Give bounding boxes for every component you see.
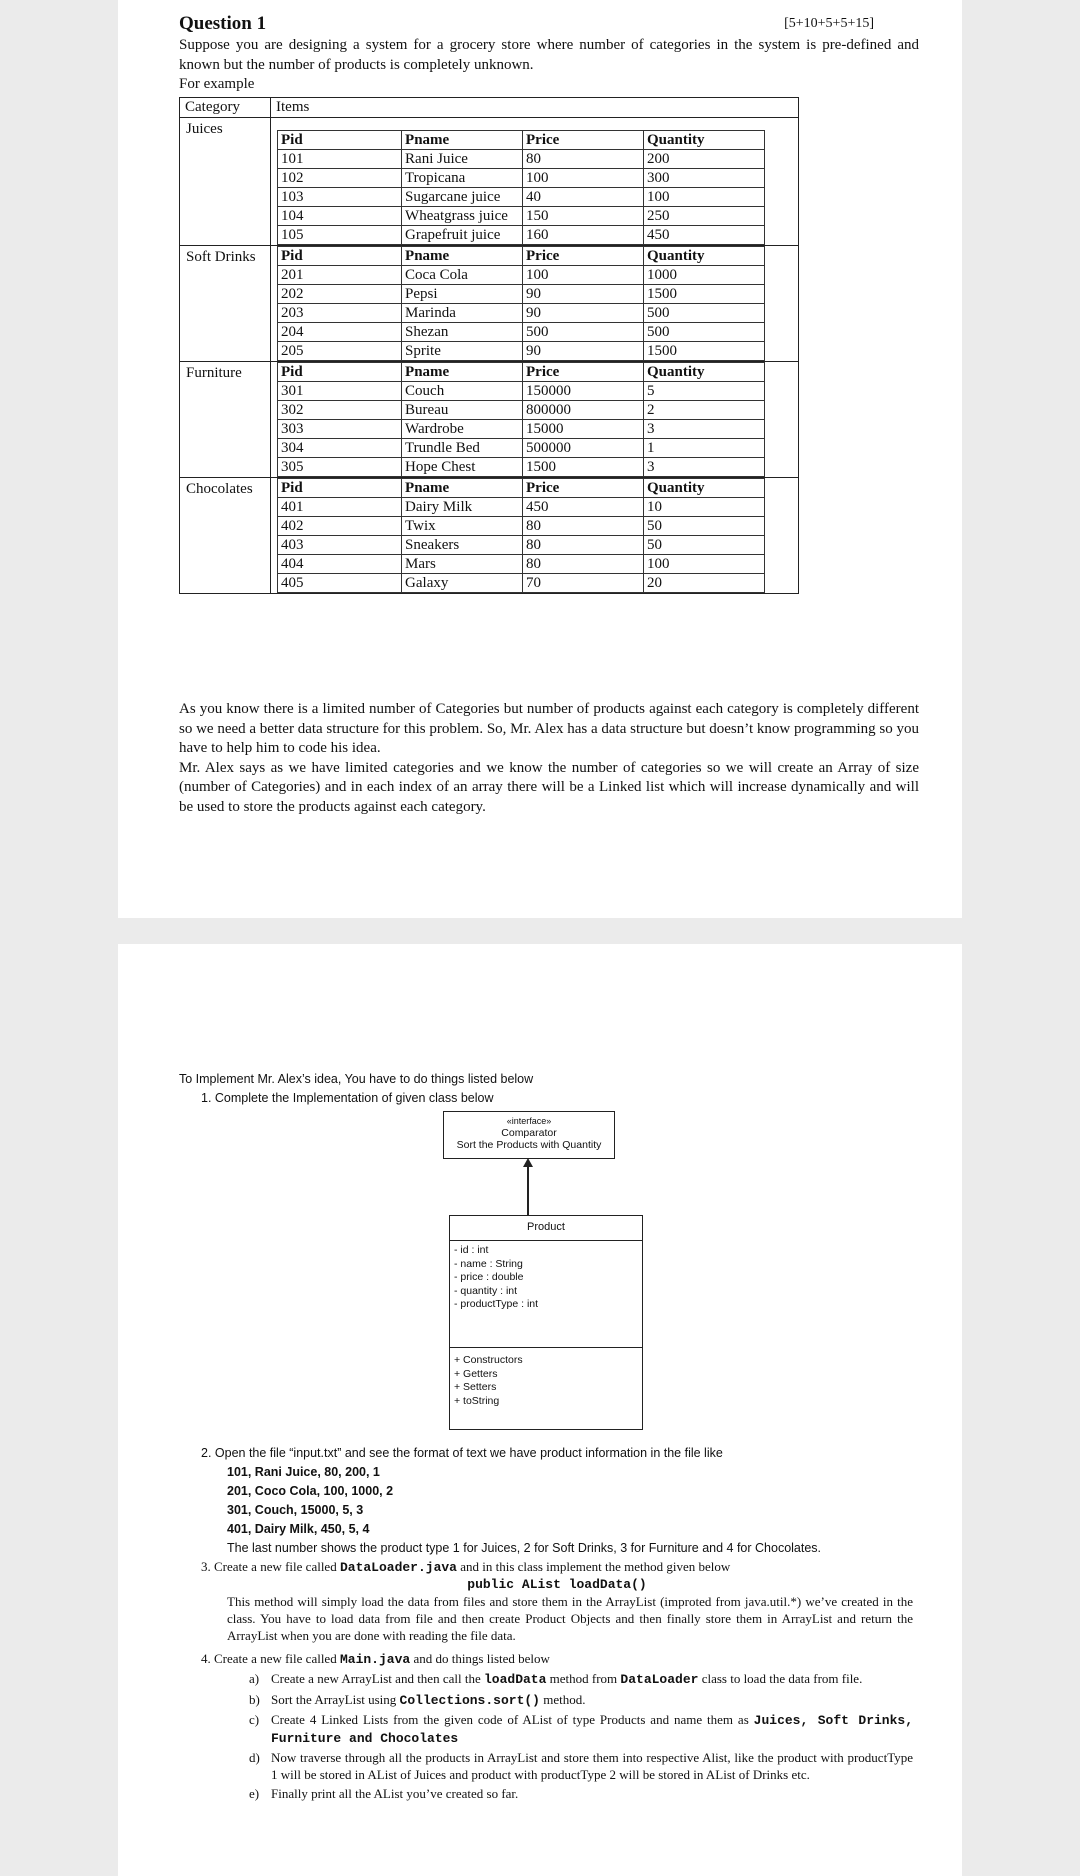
product-row bbox=[278, 401, 765, 420]
product-cell: 100 bbox=[523, 169, 644, 188]
product-cell: 1500 bbox=[644, 285, 765, 304]
collections-sort-code: Collections.sort() bbox=[399, 1693, 540, 1708]
products-header-cell: Quantity bbox=[644, 479, 765, 498]
step-4-text-b: and do things listed below bbox=[410, 1651, 550, 1666]
product-row bbox=[278, 226, 765, 245]
product-cell: 80 bbox=[523, 150, 644, 169]
substep-e bbox=[249, 1785, 913, 1802]
product-cell: 3 bbox=[644, 458, 765, 477]
inheritance-arrow-line bbox=[527, 1166, 529, 1215]
question-intro bbox=[179, 36, 919, 95]
product-cell: Grapefruit juice bbox=[402, 226, 523, 245]
products-header-cell: Pname bbox=[402, 247, 523, 266]
product-row bbox=[278, 188, 765, 207]
category-table-header bbox=[180, 98, 799, 118]
header-items: Items bbox=[271, 98, 799, 118]
product-cell: 500000 bbox=[523, 439, 644, 458]
product-cell: 90 bbox=[523, 285, 644, 304]
header-category: Category bbox=[180, 98, 271, 118]
product-cell: Coca Cola bbox=[402, 266, 523, 285]
product-cell: 401 bbox=[278, 498, 402, 517]
product-cell: 450 bbox=[644, 226, 765, 245]
product-cell: 404 bbox=[278, 555, 402, 574]
loaddata-code: loadData bbox=[483, 1672, 547, 1687]
product-cell: 90 bbox=[523, 304, 644, 323]
class-attribute: - productType : int bbox=[454, 1298, 539, 1310]
category-name: Soft Drinks bbox=[180, 246, 271, 362]
product-row bbox=[278, 382, 765, 401]
product-cell: Marinda bbox=[402, 304, 523, 323]
product-cell: 402 bbox=[278, 517, 402, 536]
substep-d-text: Now traverse through all the products in ArrayList and store them into respective Alist, like the product with productType 1 will be stored in AList of Juices and product with productType 2 will be stored in AList of Drinks etc. bbox=[271, 1750, 913, 1782]
product-cell: 304 bbox=[278, 439, 402, 458]
products-header-cell: Quantity bbox=[644, 247, 765, 266]
product-row bbox=[278, 285, 765, 304]
products-table bbox=[277, 478, 765, 593]
step-3-block bbox=[201, 1558, 913, 1644]
input-sample-line: 201, Coco Cola, 100, 1000, 2 bbox=[227, 1484, 394, 1498]
class-method: + toString bbox=[454, 1394, 500, 1407]
product-cell: Sneakers bbox=[402, 536, 523, 555]
class-attributes bbox=[450, 1241, 642, 1348]
product-cell: 203 bbox=[278, 304, 402, 323]
substep-d-label: d) bbox=[249, 1750, 260, 1765]
substep-a bbox=[249, 1670, 913, 1688]
interface-name: Comparator bbox=[501, 1127, 557, 1139]
products-header-cell: Quantity bbox=[644, 363, 765, 382]
product-cell: 50 bbox=[644, 517, 765, 536]
product-cell: 10 bbox=[644, 498, 765, 517]
product-cell: 800000 bbox=[523, 401, 644, 420]
substep-a-label: a) bbox=[249, 1671, 260, 1686]
product-row bbox=[278, 323, 765, 342]
product-row bbox=[278, 420, 765, 439]
class-attribute: - name : String bbox=[454, 1257, 523, 1270]
substep-c bbox=[249, 1711, 913, 1747]
product-cell: 70 bbox=[523, 574, 644, 593]
products-header-row bbox=[278, 131, 765, 150]
explanation-para-1: As you know there is a limited number of Categories but number of products against each category is completely different so we need a better data structure for this problem. So, Mr. Alex has a data structure but doesn’t know programming so you have to help him to code his idea. bbox=[179, 701, 919, 756]
substep-b-text bbox=[271, 1691, 585, 1709]
category-name: Juices bbox=[180, 118, 271, 246]
products-header-row bbox=[278, 479, 765, 498]
product-cell: Twix bbox=[402, 517, 523, 536]
substep-a-text bbox=[271, 1670, 862, 1688]
method-signature: public AList loadData() bbox=[467, 1577, 647, 1592]
product-row bbox=[278, 342, 765, 361]
step-1: 1. Complete the Implementation of given class below bbox=[201, 1091, 494, 1105]
substep-b-label: b) bbox=[249, 1692, 260, 1707]
product-row bbox=[278, 207, 765, 226]
product-row bbox=[278, 517, 765, 536]
comparator-interface-box bbox=[443, 1111, 615, 1159]
products-table bbox=[277, 130, 765, 245]
products-table bbox=[277, 246, 765, 361]
products-header-cell: Pname bbox=[402, 479, 523, 498]
substep-b bbox=[249, 1691, 913, 1709]
product-row bbox=[278, 498, 765, 517]
step-2-note: The last number shows the product type 1 for Juices, 2 for Soft Drinks, 3 for Furniture and 4 for Chocolates. bbox=[227, 1541, 822, 1555]
substep-c-label: c) bbox=[249, 1712, 260, 1727]
product-cell: 150000 bbox=[523, 382, 644, 401]
substep-a-text-2: method from bbox=[546, 1671, 621, 1686]
list-names-code: Juices, Soft Drinks, Furniture and Chocolates bbox=[271, 1713, 914, 1746]
product-cell: 500 bbox=[644, 304, 765, 323]
product-cell: Couch bbox=[402, 382, 523, 401]
interface-description: Sort the Products with Quantity bbox=[456, 1139, 602, 1151]
product-cell: 250 bbox=[644, 207, 765, 226]
class-method: + Getters bbox=[454, 1367, 498, 1380]
product-cell: 500 bbox=[644, 323, 765, 342]
question-title: Question 1 bbox=[179, 13, 267, 34]
product-cell: 3 bbox=[644, 420, 765, 439]
step-3 bbox=[201, 1558, 913, 1576]
input-samples bbox=[201, 1463, 821, 1539]
product-row bbox=[278, 555, 765, 574]
product-cell: Trundle Bed bbox=[402, 439, 523, 458]
class-method: + Constructors bbox=[454, 1354, 523, 1366]
product-cell: 90 bbox=[523, 342, 644, 361]
product-cell: Rani Juice bbox=[402, 150, 523, 169]
product-cell: 15000 bbox=[523, 420, 644, 439]
document-page-2 bbox=[118, 944, 962, 1876]
products-header-row bbox=[278, 247, 765, 266]
product-cell: 405 bbox=[278, 574, 402, 593]
category-row bbox=[180, 118, 799, 246]
step-2: 2. Open the file “input.txt” and see the format of text we have product information in the file like bbox=[201, 1446, 723, 1460]
product-cell: Sugarcane juice bbox=[402, 188, 523, 207]
example-label: For example bbox=[179, 76, 255, 92]
step-4-text-a: 4. Create a new file called bbox=[201, 1651, 340, 1666]
product-row bbox=[278, 458, 765, 477]
substep-e-text: Finally print all the AList you’ve created so far. bbox=[271, 1786, 519, 1801]
dataloader-filename: DataLoader.java bbox=[339, 1560, 457, 1575]
explanation-text bbox=[179, 700, 919, 817]
product-cell: 1500 bbox=[523, 458, 644, 477]
product-cell: 201 bbox=[278, 266, 402, 285]
product-cell: Galaxy bbox=[402, 574, 523, 593]
dataloader-code: DataLoader bbox=[620, 1672, 699, 1687]
product-cell: 105 bbox=[278, 226, 402, 245]
category-name: Furniture bbox=[180, 362, 271, 478]
product-row bbox=[278, 266, 765, 285]
product-cell: Sprite bbox=[402, 342, 523, 361]
product-cell: Bureau bbox=[402, 401, 523, 420]
products-header-cell: Price bbox=[523, 363, 644, 382]
product-row bbox=[278, 169, 765, 188]
product-cell: 100 bbox=[644, 555, 765, 574]
product-cell: Mars bbox=[402, 555, 523, 574]
category-items bbox=[271, 246, 799, 362]
products-header-cell: Pid bbox=[278, 131, 402, 150]
category-table bbox=[179, 97, 799, 594]
product-cell: 20 bbox=[644, 574, 765, 593]
products-header-cell: Pname bbox=[402, 363, 523, 382]
interface-stereotype: «interface» bbox=[506, 1116, 552, 1126]
product-cell: 1000 bbox=[644, 266, 765, 285]
product-cell: Wheatgrass juice bbox=[402, 207, 523, 226]
product-row bbox=[278, 304, 765, 323]
step-3-text-a: 3. Create a new file called bbox=[201, 1559, 340, 1574]
product-cell: 103 bbox=[278, 188, 402, 207]
substep-b-text-1: Sort the ArrayList using bbox=[271, 1692, 400, 1707]
product-cell: 160 bbox=[523, 226, 644, 245]
products-header-cell: Price bbox=[523, 247, 644, 266]
class-attribute: - quantity : int bbox=[454, 1284, 518, 1297]
product-row bbox=[278, 574, 765, 593]
product-cell: 100 bbox=[644, 188, 765, 207]
product-cell: 205 bbox=[278, 342, 402, 361]
products-header-cell: Pid bbox=[278, 363, 402, 382]
main-filename: Main.java bbox=[339, 1652, 411, 1667]
products-header-row bbox=[278, 363, 765, 382]
product-cell: 300 bbox=[644, 169, 765, 188]
class-attribute: - price : double bbox=[454, 1271, 524, 1283]
product-cell: 1 bbox=[644, 439, 765, 458]
product-cell: 450 bbox=[523, 498, 644, 517]
product-cell: 40 bbox=[523, 188, 644, 207]
step-3-description: This method will simply load the data from files and store them in the ArrayList (improted from java.util.*) we’ve created in the class. You have to load data from file and then create Product Objects and then finally store them in ArrayList and return the ArrayList when you are done with reading the file data. bbox=[227, 1594, 913, 1643]
substep-e-label: e) bbox=[249, 1786, 260, 1801]
document-page-1 bbox=[118, 0, 962, 918]
product-cell: 204 bbox=[278, 323, 402, 342]
category-items bbox=[271, 362, 799, 478]
product-cell: 202 bbox=[278, 285, 402, 304]
category-items bbox=[271, 478, 799, 594]
explanation-para-2: Mr. Alex says as we have limited categories and we know the number of categories so we will create an Array of size (number of Categories) and in each index of an array there will be a Linked list which will increase dynamically and will be used to store the products against each category. bbox=[179, 759, 919, 815]
product-cell: 150 bbox=[523, 207, 644, 226]
tasks-intro: To Implement Mr. Alex’s idea, You have to do things listed below bbox=[179, 1072, 534, 1086]
substep-b-text-2: method. bbox=[539, 1692, 586, 1707]
product-cell: 500 bbox=[523, 323, 644, 342]
class-name: Product bbox=[450, 1216, 642, 1241]
product-row bbox=[278, 150, 765, 169]
input-sample-line: 401, Dairy Milk, 450, 5, 4 bbox=[227, 1522, 370, 1536]
substep-a-text-3: class to load the data from file. bbox=[698, 1671, 863, 1686]
product-cell: 303 bbox=[278, 420, 402, 439]
product-cell: 2 bbox=[644, 401, 765, 420]
category-name: Chocolates bbox=[180, 478, 271, 594]
product-class-box bbox=[449, 1215, 643, 1430]
question-marks: [5+10+5+5+15] bbox=[784, 16, 874, 31]
product-cell: 101 bbox=[278, 150, 402, 169]
substep-c-text-1: Create 4 Linked Lists from the given code of AList of type Products and name them as bbox=[271, 1712, 754, 1727]
product-cell: 102 bbox=[278, 169, 402, 188]
product-cell: 403 bbox=[278, 536, 402, 555]
class-attribute: - id : int bbox=[454, 1244, 489, 1256]
products-table bbox=[277, 362, 765, 477]
input-sample-line: 101, Rani Juice, 80, 200, 1 bbox=[227, 1465, 380, 1479]
category-row bbox=[180, 246, 799, 362]
product-cell: 80 bbox=[523, 555, 644, 574]
products-header-cell: Pid bbox=[278, 247, 402, 266]
step-4 bbox=[201, 1650, 913, 1668]
category-items bbox=[271, 118, 799, 246]
category-row bbox=[180, 362, 799, 478]
product-cell: 1500 bbox=[644, 342, 765, 361]
product-cell: Wardrobe bbox=[402, 420, 523, 439]
product-cell: 80 bbox=[523, 517, 644, 536]
product-cell: 104 bbox=[278, 207, 402, 226]
class-methods bbox=[450, 1348, 642, 1414]
class-method: + Setters bbox=[454, 1381, 497, 1393]
product-cell: 305 bbox=[278, 458, 402, 477]
products-header-cell: Pname bbox=[402, 131, 523, 150]
product-cell: 200 bbox=[644, 150, 765, 169]
product-cell: 50 bbox=[644, 536, 765, 555]
substep-c-text bbox=[271, 1711, 913, 1747]
step-3-text-b: and in this class implement the method given below bbox=[457, 1559, 731, 1574]
products-header-cell: Pid bbox=[278, 479, 402, 498]
substep-d bbox=[249, 1749, 913, 1783]
products-header-cell: Price bbox=[523, 479, 644, 498]
product-cell: 80 bbox=[523, 536, 644, 555]
product-row bbox=[278, 536, 765, 555]
input-sample-line: 301, Couch, 15000, 5, 3 bbox=[227, 1503, 364, 1517]
category-row bbox=[180, 478, 799, 594]
product-cell: 100 bbox=[523, 266, 644, 285]
product-cell: Shezan bbox=[402, 323, 523, 342]
product-cell: Dairy Milk bbox=[402, 498, 523, 517]
product-cell: Hope Chest bbox=[402, 458, 523, 477]
step-4-block bbox=[201, 1650, 913, 1802]
product-cell: 302 bbox=[278, 401, 402, 420]
substep-a-text-1: Create a new ArrayList and then call the bbox=[271, 1671, 484, 1686]
products-header-cell: Quantity bbox=[644, 131, 765, 150]
intro-text: Suppose you are designing a system for a grocery store where number of categories in the system is pre-defined and known but the number of products is completely unknown. bbox=[179, 37, 919, 73]
product-row bbox=[278, 439, 765, 458]
product-cell: Pepsi bbox=[402, 285, 523, 304]
step-2-block bbox=[201, 1444, 821, 1558]
product-cell: 5 bbox=[644, 382, 765, 401]
product-cell: 301 bbox=[278, 382, 402, 401]
products-header-cell: Price bbox=[523, 131, 644, 150]
product-cell: Tropicana bbox=[402, 169, 523, 188]
